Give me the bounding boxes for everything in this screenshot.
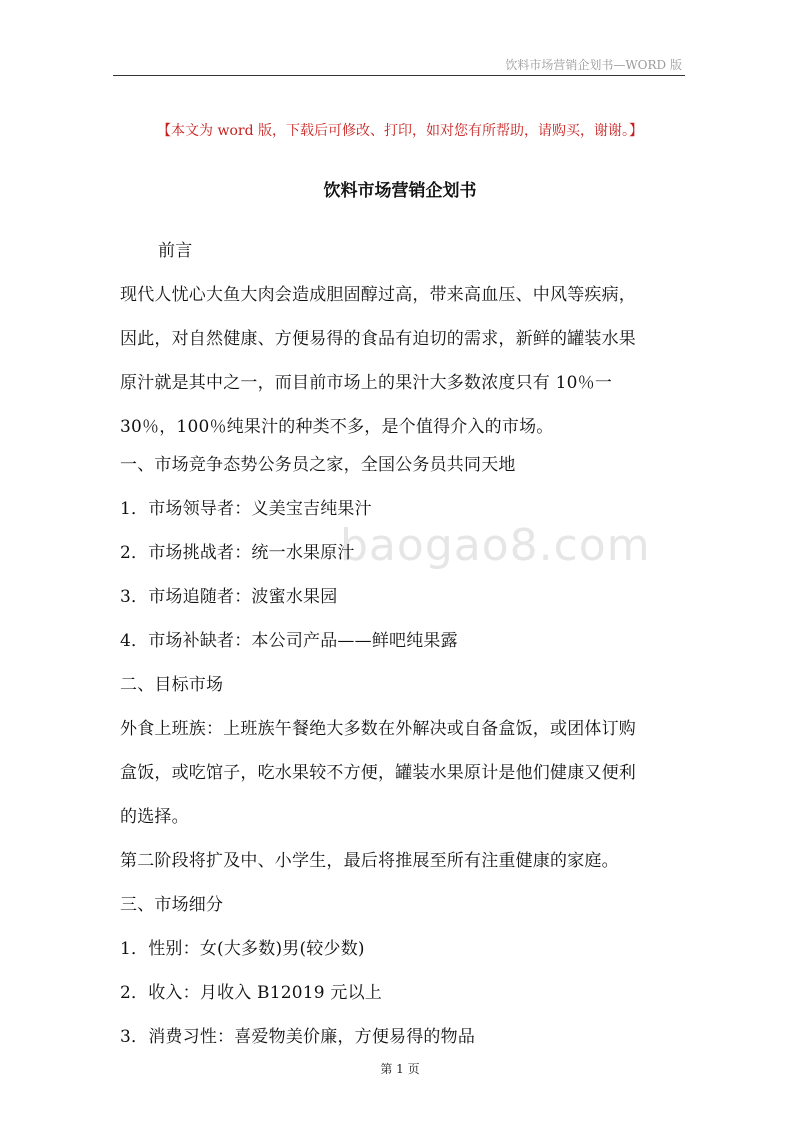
section-heading-3: 三、市场细分 xyxy=(120,895,224,915)
paragraph-line: 盒饭，或吃馆子，吃水果较不方便，罐装水果原计是他们健康又便利 xyxy=(120,763,636,783)
list-item: 3．消费习性：喜爱物美价廉，方便易得的物品 xyxy=(120,1027,476,1047)
paragraph-line: 现代人忧心大鱼大肉会造成胆固醇过高，带来高血压、中风等疾病， xyxy=(120,285,636,305)
document-title: 饮料市场营销企划书 xyxy=(323,181,477,201)
list-item: 1．性别：女(大多数)男(较少数) xyxy=(120,939,365,959)
section-heading-2: 二、目标市场 xyxy=(120,675,224,695)
list-item: 2．收入：月收入 B12019 元以上 xyxy=(120,983,382,1003)
header-divider xyxy=(113,75,685,76)
list-item: 3．市场追随者：波蜜水果园 xyxy=(120,587,338,607)
list-item: 2．市场挑战者：统一水果原汁 xyxy=(120,543,355,563)
purchase-notice: 【本文为 word 版，下载后可修改、打印，如对您有所帮助，请购买，谢谢。】 xyxy=(157,123,643,139)
paragraph-line: 原汁就是其中之一，而目前市场上的果汁大多数浓度只有 10％一 xyxy=(120,373,613,393)
document-body xyxy=(120,232,688,1056)
paragraph-line: 30％，100％纯果汁的种类不多，是个值得介入的市场。 xyxy=(120,417,554,437)
page-number: 第 1 页 xyxy=(380,1062,420,1076)
page-header-text: 饮料市场营销企划书—WORD 版 xyxy=(505,58,682,72)
paragraph-line: 的选择。 xyxy=(120,807,189,827)
list-item: 4．市场补缺者：本公司产品——鲜吧纯果露 xyxy=(120,631,458,651)
paragraph-line: 因此，对自然健康、方便易得的食品有迫切的需求，新鲜的罐装水果 xyxy=(120,329,636,349)
section-heading-1: 一、市场竞争态势公务员之家，全国公务员共同天地 xyxy=(120,455,516,475)
list-item: 1．市场领导者：义美宝吉纯果汁 xyxy=(120,499,372,519)
paragraph-line: 第二阶段将扩及中、小学生，最后将推展至所有注重健康的家庭。 xyxy=(120,851,619,871)
paragraph-line: 外食上班族：上班族午餐绝大多数在外解决或自备盒饭，或团体订购 xyxy=(120,719,636,739)
preface-heading: 前言 xyxy=(158,241,193,261)
watermark: baogao8.com xyxy=(340,520,651,571)
